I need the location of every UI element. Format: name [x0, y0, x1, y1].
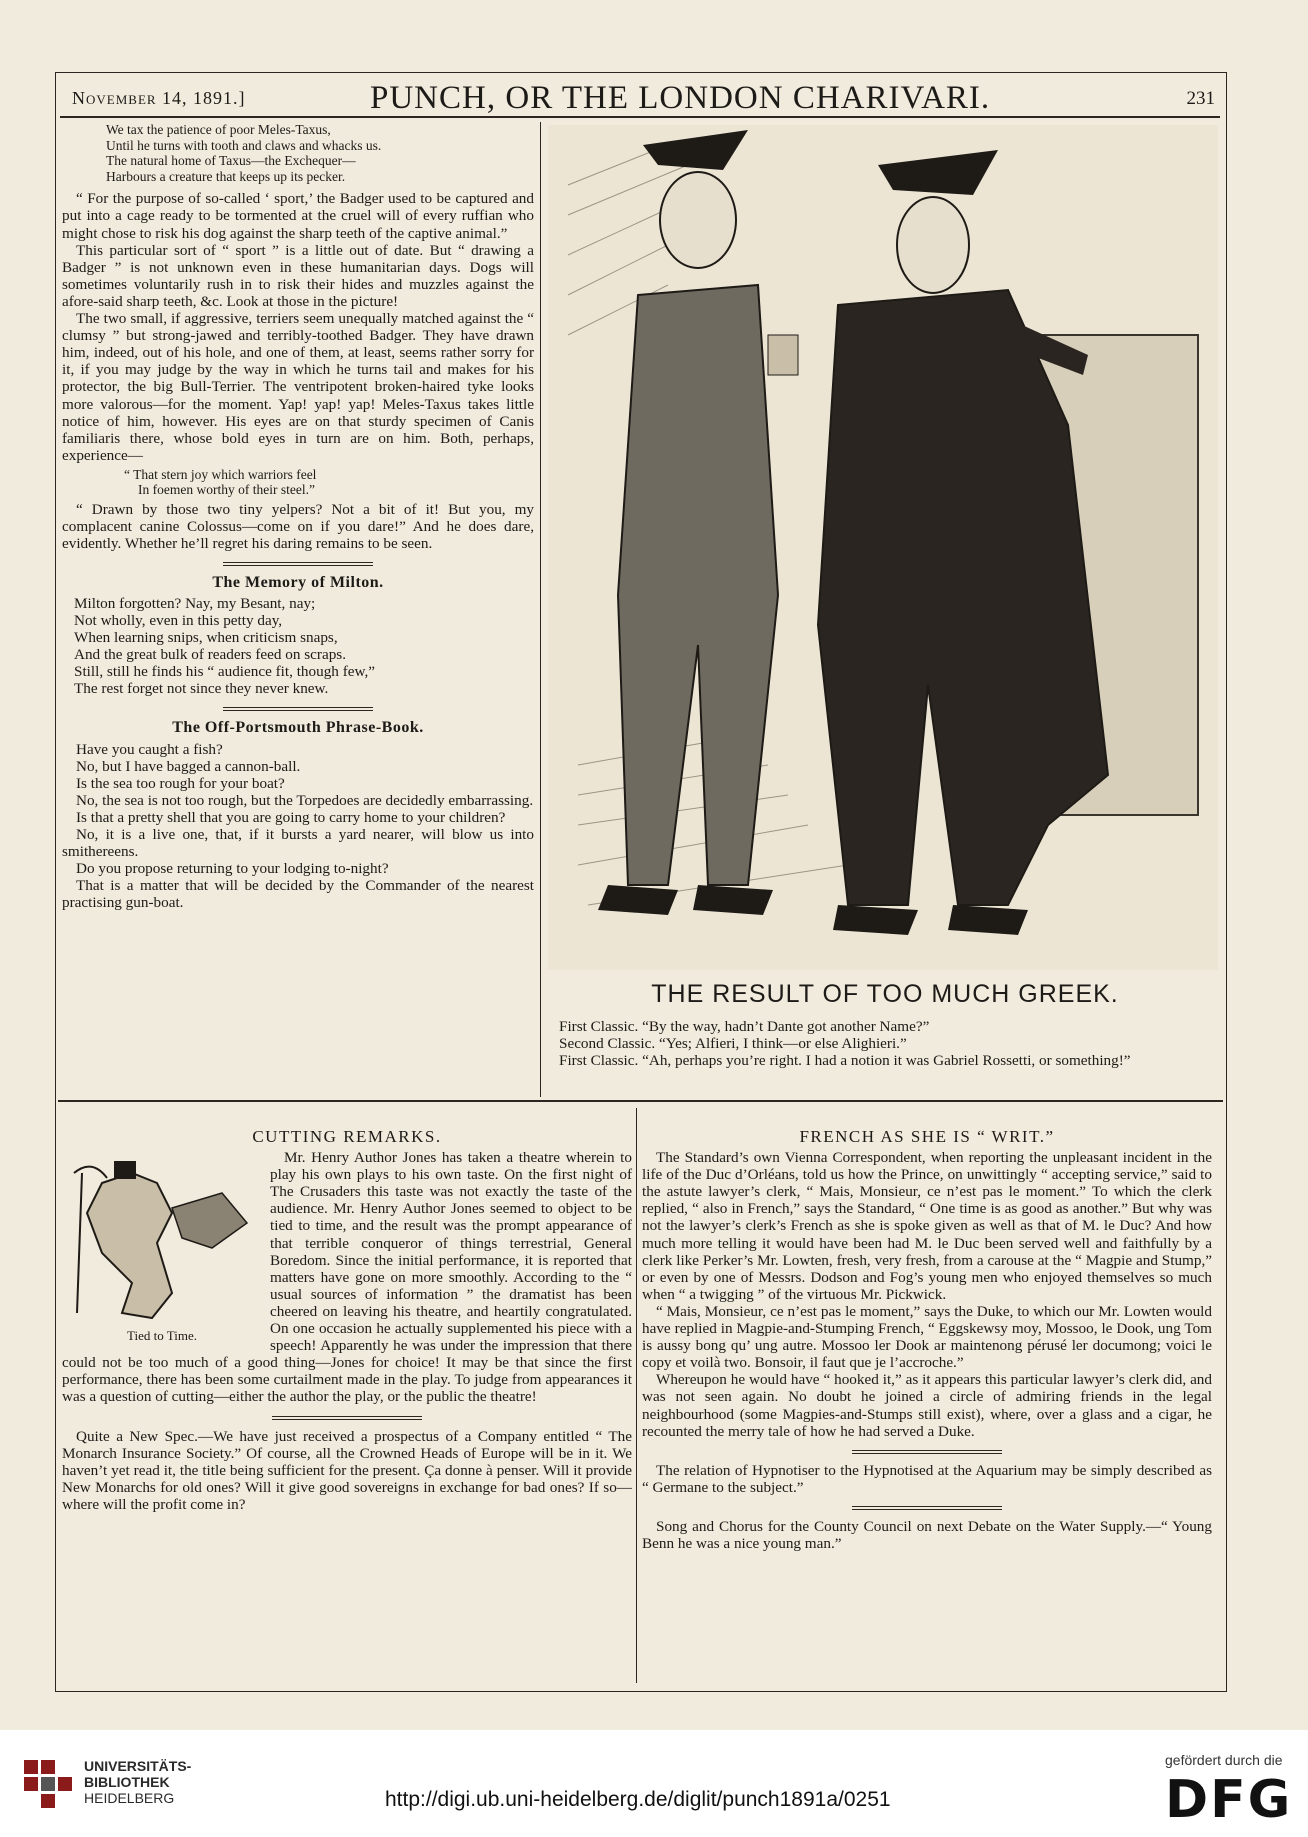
library-line: HEIDELBERG: [84, 1790, 175, 1806]
caption-line: First Classic. “By the way, hadn’t Dante got another Name?”: [559, 1018, 930, 1035]
badger-verse: [106, 122, 534, 184]
song-paragraph: Song and Chorus for the County Council on next Debate on the Water Supply.—“ Young Benn he was a nice young man.”: [642, 1517, 1212, 1552]
poem-line: When learning snips, when criticism snaps,: [74, 629, 338, 647]
cutting-title: CUTTING REMARKS.: [252, 1127, 442, 1146]
phrasebook-line: Do you propose returning to your lodging to-night?: [76, 860, 389, 878]
section-divider: [852, 1506, 1002, 1510]
cartoon-illustration: [548, 125, 1218, 970]
verse-line: The natural home of Taxus—the Exchequer—: [106, 153, 356, 169]
quote-line: In foemen worthy of their steel.”: [138, 482, 315, 498]
spec-paragraph: Quite a New Spec.—We have just received a prospectus of a Company entitled “ The Monarch Insurance Society.” Of course, all the Crowned Heads of Europe will be in it. We haven’t yet read it, the title being sufficient for the present. Ça donne à penser. Will it provide New Monarchs for old ones? Will it give good sovereigns in exchange for bad ones? If so—where will the profit come in?: [62, 1427, 632, 1513]
french-paragraph: The Standard’s own Vienna Correspondent, when reporting the unpleasant incident in the life of the Duc d’Orléans, told us how the Prince, on unwittingly “ accepting service,” said to the astute lawyer’s clerk, “ Mais, Monsieur, ce n’est pas le moment.” To which the clerk replied, “ also in French,” says the Standard, “ One time is as good as another.” But why was not the lawyer’s clerk’s French as she is spoke given as well as that of M. le Duc? And how much more telling it would have been had M. le Duc been served well and faithfully by a clerk like Perker’s Mr. Lowten, fresh, very fresh, from a carouse at the “ Magpie and Stump,” or even by one of Messrs. Dodson and Fog’s young men who enjoyed themselves so much when “ a twigging ” of the virtuous Mr. Pickwick.: [642, 1149, 1212, 1303]
poem-line: Still, still he finds his “ audience fit, though few,”: [74, 663, 376, 681]
badger-paragraph: This particular sort of “ sport ” is a little out of date. But “ drawing a Badger ” is not unknown even in these humanitarian days. Dogs will sometimes voluntarily rush in to risk their hides and muzzles against the afore-said sharp teeth, &c. Look at those in the picture!: [62, 241, 534, 310]
verse-line: Until he turns with tooth and claws and whacks us.: [106, 137, 382, 153]
quote-line: “ That stern joy which warriors feel: [124, 466, 317, 482]
source-url-link[interactable]: http://digi.ub.uni-heidelberg.de/diglit/punch1891a/0251: [385, 1788, 891, 1811]
header-rule: [60, 116, 1220, 118]
dfg-wordmark: DFG: [1165, 1770, 1293, 1830]
poem-line: The rest forget not since they never knew.: [74, 680, 329, 698]
column-rule: [636, 1108, 637, 1683]
column-rule: [540, 122, 541, 1097]
phrasebook-line: Is the sea too rough for your boat?: [76, 774, 285, 792]
library-line: UNIVERSITÄTS-: [84, 1758, 192, 1774]
library-crest-icon: [22, 1758, 74, 1808]
section-divider: [223, 707, 373, 711]
tied-to-time-drawing: [62, 1153, 262, 1323]
library-name: [84, 1758, 191, 1806]
cartoon-caption: [535, 1018, 1215, 1069]
figure-caption: Tied to Time.: [127, 1328, 197, 1344]
badger-paragraph: “ Drawn by those two tiny yelpers? Not a bit of it! But you, my complacent canine Colossus—come on if you dare!” And he does dare, evidently. Whether he’ll regret his daring remains to be seen.: [62, 501, 534, 553]
section-rule: [58, 1100, 1223, 1102]
french-paragraph: Whereupon he would have “ hooked it,” as it appears this particular lawyer’s clerk did, and was not seen again. No doubt he joined a circle of admiring friends in the legal neighbourhood (some Magpies-and-Stumps still exist), where, over a glass and a cigar, he recounted the merry tale of how he had served a Duke.: [642, 1371, 1212, 1440]
section-divider: [223, 562, 373, 566]
badger-paragraph: “ For the purpose of so-called ‘ sport,’ the Badger used to be captured and put into a cage ready to be tormented at the cruel will of every ruffian who might chose to risk his dog against the sharp teeth of the captive animal.”: [62, 190, 534, 242]
funding-note: gefördert durch die: [1165, 1752, 1283, 1768]
badger-quote: [124, 467, 534, 498]
cutting-remarks-column: [62, 1128, 632, 1513]
verse-line: Harbours a creature that keeps up its pecker.: [106, 168, 346, 184]
poem-line: And the great bulk of readers feed on scraps.: [74, 646, 347, 664]
cartoon-title: THE RESULT OF TOO MUCH GREEK.: [651, 980, 1119, 1008]
masthead: PUNCH, OR THE LONDON CHARIVARI.: [370, 80, 991, 116]
page-number: 231: [1186, 88, 1215, 109]
milton-title: The Memory of Milton.: [212, 574, 384, 592]
page-header: [70, 78, 1215, 118]
phrasebook-line: No, it is a live one, that, if it bursts a yard nearer, will blow us into smithereens.: [62, 826, 534, 861]
caption-line: First Classic. “Ah, perhaps you’re right. I had a notion it was Gabriel Rossetti, or something!”: [559, 1052, 1131, 1069]
section-divider: [852, 1450, 1002, 1454]
issue-date: November 14, 1891.]: [72, 88, 246, 108]
caption-line: Second Classic. “Yes; Alfieri, I think—or else Alighieri.”: [559, 1035, 907, 1052]
dfg-logo: [1165, 1772, 1292, 1828]
left-column: [62, 122, 534, 911]
phrasebook-line: No, the sea is not too rough, but the Torpedoes are decidedly embarrassing.: [76, 791, 534, 809]
badger-paragraph: The two small, if aggressive, terriers seem unequally matched against the “ clumsy ” but strong-jawed and terribly-toothed Badger. They have drawn him, indeed, out of his hole, and one of them, at least, seems rather sorry for it, if you may judge by the way in which he turns tail and makes for his protector, the big Bull-Terrier. The ventripotent broken-haired tyke looks more valorous—for the moment. Yap! yap! yap! Meles-Taxus takes little notice of him, however. His eyes are on that sturdy specimen of Canis familiaris there, whose bold eyes in turn are on him. Both, perhaps, experience—: [62, 310, 534, 464]
poem-line: Milton forgotten? Nay, my Besant, nay;: [74, 595, 316, 613]
phrasebook-line: That is a matter that will be decided by the Commander of the nearest practising gun-boat.: [62, 877, 534, 912]
verse-line: We tax the patience of poor Meles-Taxus,: [106, 122, 331, 137]
hypno-paragraph: The relation of Hypnotiser to the Hypnotised at the Aquarium may be simply described as “ Germane to the subject.”: [642, 1461, 1212, 1496]
milton-poem: [74, 595, 534, 697]
phrasebook-title: The Off-Portsmouth Phrase-Book.: [172, 719, 424, 737]
french-title: FRENCH AS SHE IS “ WRIT.”: [799, 1127, 1055, 1146]
french-paragraph: “ Mais, Monsieur, ce n’est pas le moment,” says the Duke, to which our Mr. Lowten would have replied in Magpie-and-Stumping French, “ Eggskewsy moy, Mossoo, le Dook, ung Tom is aussy bong qu’ ung autre. Mossoo ler Dook ar maintenong pérusé ler documong; voici le copy et voilà two. Bonsoir, il faut que je l’accroche.”: [642, 1302, 1212, 1372]
library-logo: [22, 1758, 192, 1812]
footer-bar: [0, 1730, 1308, 1837]
french-column: [642, 1128, 1212, 1552]
poem-line: Not wholly, even in this petty day,: [74, 612, 283, 630]
phrasebook-line: No, but I have bagged a cannon-ball.: [76, 757, 301, 775]
section-divider: [272, 1416, 422, 1420]
library-line: BIBLIOTHEK: [84, 1774, 170, 1790]
tied-to-time-figure: [62, 1153, 262, 1343]
cutting-body: Mr. Henry Author Jones has taken a theatre wherein to play his own plays to his own taste. On the first night of The Crusaders this taste was not exactly the taste of the audience. Mr. Henry Author Jones seemed to object to be tied to time, and the result was the prompt appearance of that terrible conqueror of things terrestrial, General Boredom. Since the initial performance, it is reported that matters have gone on more smoothly. According to the “ usual sources of information ” the dramatist has been cheered on leaving his theatre, and heartily congratulated. On one occasion he actually supplemented his piece with a speech! Apparently he was under the impression that there could not be too much of a good thing—Jones for choice! It may be that since the first performance, there has been some curtailment made in the play. To judge from appearances it was a question of cutting—either the author the play, or the public the theatre!: [62, 1149, 632, 1406]
phrasebook-line: Have you caught a fish?: [76, 740, 223, 758]
phrasebook-line: Is that a pretty shell that you are going to carry home to your children?: [76, 808, 506, 826]
